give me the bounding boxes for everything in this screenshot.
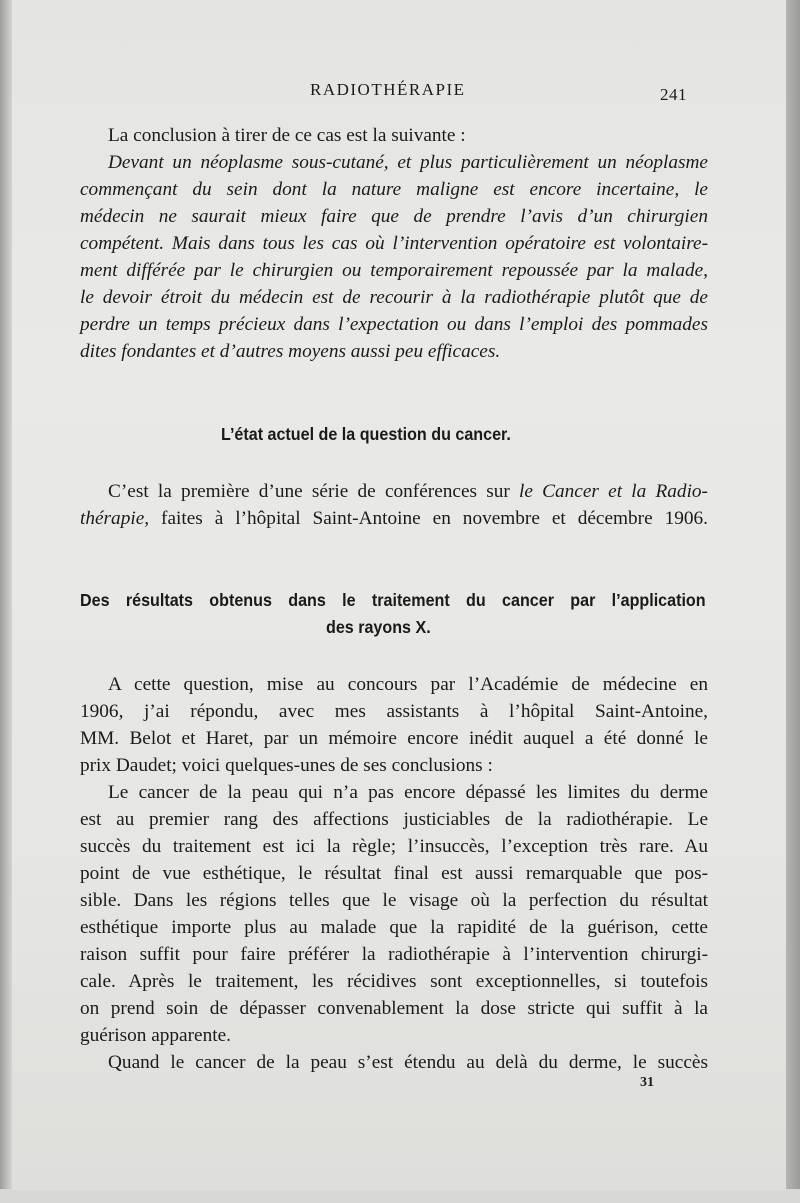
italic-line-6: le devoir étroit du médecin est de recourir à la radiothérapie plutôt que de (80, 287, 708, 308)
para2-line-8: cale. Après le traitement, les récidives sont exceptionnelles, si toutefois (80, 971, 708, 992)
para2-line-1: Le cancer de la peau qui n’a pas encore dépassé les limites du derme (108, 782, 708, 803)
para1-line-4: prix Daudet; voici quelques-unes de ses conclusions : (80, 755, 493, 776)
para3-line-1: Quand le cancer de la peau s’est étendu au delà du derme, le succès (108, 1052, 708, 1073)
para2-line-3: succès du traitement est ici la règle; l’insuccès, l’exception très rare. Au (80, 836, 708, 857)
para1-line-2: 1906, j’ai répondu, avec mes assistants à l’hôpital Saint-Antoine, (80, 701, 708, 722)
para2-line-5: sible. Dans les régions telles que le visage où la perfection du résultat (80, 890, 708, 911)
book-page (12, 0, 786, 1190)
conference-line-2 (80, 506, 708, 532)
page-number: 241 (660, 85, 687, 104)
signature-mark: 31 (640, 1075, 654, 1090)
italic-line-1: Devant un néoplasme sous-cutané, et plus particulièrement un néoplasme (108, 152, 708, 173)
conference-line-1 (108, 479, 708, 505)
conference-line-2-italic: thérapie, (80, 508, 150, 529)
intro-line: La conclusion à tirer de ce cas est la suivante : (108, 125, 466, 146)
section-heading-cancer-state: L’état actuel de la question du cancer. (221, 424, 511, 444)
para2-line-9: on prend soin de dépasser convenablement la dose stricte qui suffit à la (80, 998, 708, 1019)
italic-line-3: médecin ne saurait mieux faire que de prendre l’avis d’un chirurgien (80, 206, 708, 227)
running-head: RADIOTHÉRAPIE (310, 80, 466, 99)
italic-line-2: commençant du sein dont la nature maligne est encore incertaine, le (80, 179, 708, 200)
para2-line-4: point de vue esthétique, le résultat final est aussi remarquable que pos- (80, 863, 708, 884)
italic-line-7: perdre un temps précieux dans l’expectation ou dans l’emploi des pommades (80, 314, 708, 335)
para2-line-2: est au premier rang des affections justiciables de la radiothérapie. Le (80, 809, 708, 830)
conference-line-2-text: faites à l’hôpital Saint-Antoine en novembre et décembre 1906. (161, 508, 708, 529)
italic-line-4: compétent. Mais dans tous les cas où l’intervention opératoire est volontaire- (80, 233, 708, 254)
para2-line-10: guérison apparente. (80, 1025, 231, 1046)
conference-line-1-text: C’est la première d’une série de conférences sur (108, 481, 510, 502)
conference-line-1-italic: le Cancer et la Radio- (519, 481, 708, 502)
section-heading-results-line-2: des rayons X. (326, 617, 431, 637)
scan-left-edge (0, 0, 12, 1203)
para1-line-3: MM. Belot et Haret, par un mémoire encore inédit auquel a été donné le (80, 728, 708, 749)
italic-line-8: dites fondantes et d’autres moyens aussi peu efficaces. (80, 341, 501, 362)
scan-bottom-edge (0, 1189, 800, 1203)
para2-line-6: esthétique importe plus au malade que la rapidité de la guérison, cette (80, 917, 708, 938)
para1-line-1: A cette question, mise au concours par l’Académie de médecine en (108, 674, 708, 695)
section-heading-results-line-1: Des résultats obtenus dans le traitement du cancer par l’application (80, 590, 706, 610)
italic-line-5: ment différée par le chirurgien ou temporairement repoussée par la malade, (80, 260, 708, 281)
para2-line-7: raison suffit pour faire préférer la radiothérapie à l’intervention chirurgi- (80, 944, 708, 965)
